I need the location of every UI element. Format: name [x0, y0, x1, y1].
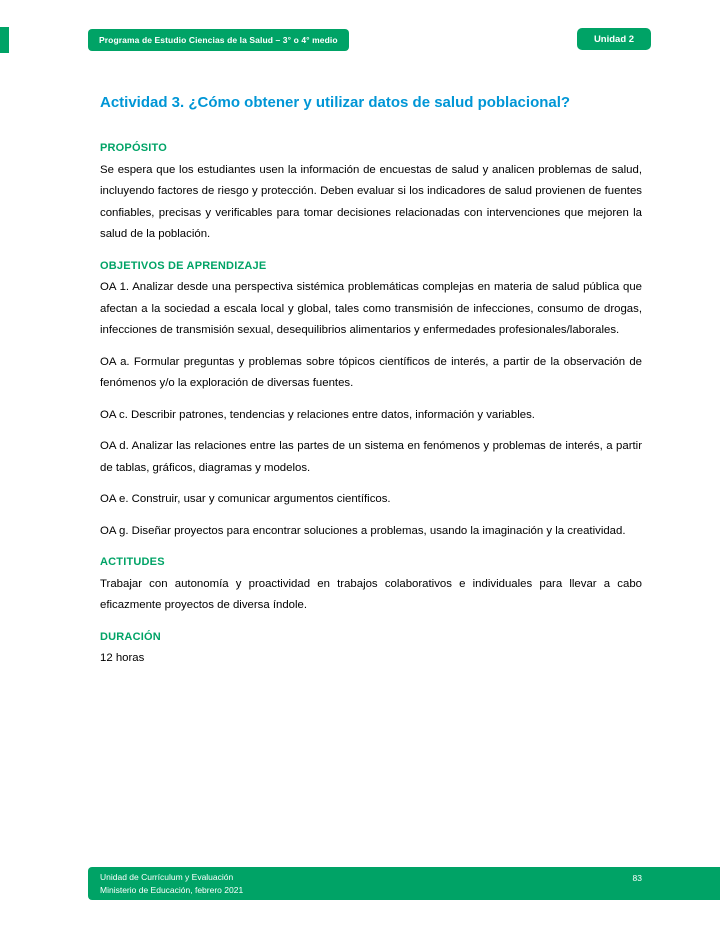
duracion-heading: DURACIÓN — [100, 630, 161, 643]
section-objetivos — [100, 256, 642, 543]
proposito-heading: PROPÓSITO — [100, 142, 167, 154]
section-proposito — [100, 138, 642, 246]
oa-item: OA a. Formular preguntas y problemas sobre tópicos científicos de interés, a partir de la observación de fenómenos y/o la exploración de diversas fuentes. — [100, 355, 642, 389]
header-program-label: Programa de Estudio Ciencias de la Salud – 3° o 4° medio — [99, 35, 338, 45]
proposito-body: Se espera que los estudiantes usen la información de encuestas de salud y analicen problemas de salud, incluyendo factores de riesgo y protección. Deben evaluar si los indicadores de salud provienen de fuentes confiables, precisas y verificables para tomar decisiones relacionadas con intervenciones que mejoren la salud de la población. — [100, 163, 642, 240]
actitudes-body: Trabajar con autonomía y proactividad en trabajos colaborativos e individuales para llevar a cabo eficazmente proyectos de diversa índole. — [100, 577, 642, 611]
unit-badge — [577, 28, 651, 50]
duracion-body: 12 horas — [100, 652, 145, 664]
header-edge-accent — [0, 27, 9, 53]
section-actitudes — [100, 552, 642, 617]
oa-item: OA c. Describir patrones, tendencias y relaciones entre datos, información y variables. — [100, 408, 535, 421]
document-body — [100, 138, 642, 680]
actitudes-heading: ACTITUDES — [100, 556, 165, 568]
header-program-bar — [88, 29, 349, 51]
footer-institution: Unidad de Currículum y Evaluación — [100, 872, 234, 882]
objetivos-heading: OBJETIVOS DE APRENDIZAJE — [100, 259, 267, 272]
oa-item: OA e. Construir, usar y comunicar argumentos científicos. — [100, 493, 391, 505]
footer-bar — [88, 867, 720, 900]
oa-item: OA d. Analizar las relaciones entre las partes de un sistema en fenómenos y problemas de interés, a partir de tablas, gráficos, diagramas y modelos. — [100, 440, 642, 474]
unit-badge-label: Unidad 2 — [593, 33, 635, 45]
oa-item: OA 1. Analizar desde una perspectiva sistémica problemáticas complejas en materia de salud pública que afectan a la sociedad a escala local y global, tales como transmisión de infecciones, consumo de drogas, infecciones de transmisión sexual, desequilibrios alimentarios y enfermedades profesionales/laborales. — [100, 281, 642, 336]
oa-item: OA g. Diseñar proyectos para encontrar soluciones a problemas, usando la imaginación y la creatividad. — [100, 524, 626, 537]
page-number: 83 — [632, 873, 642, 883]
page-title: Actividad 3. ¿Cómo obtener y utilizar datos de salud poblacional? — [100, 94, 571, 112]
section-duracion — [100, 627, 642, 670]
footer-ministry-date: Ministerio de Educación, febrero 2021 — [100, 884, 244, 895]
